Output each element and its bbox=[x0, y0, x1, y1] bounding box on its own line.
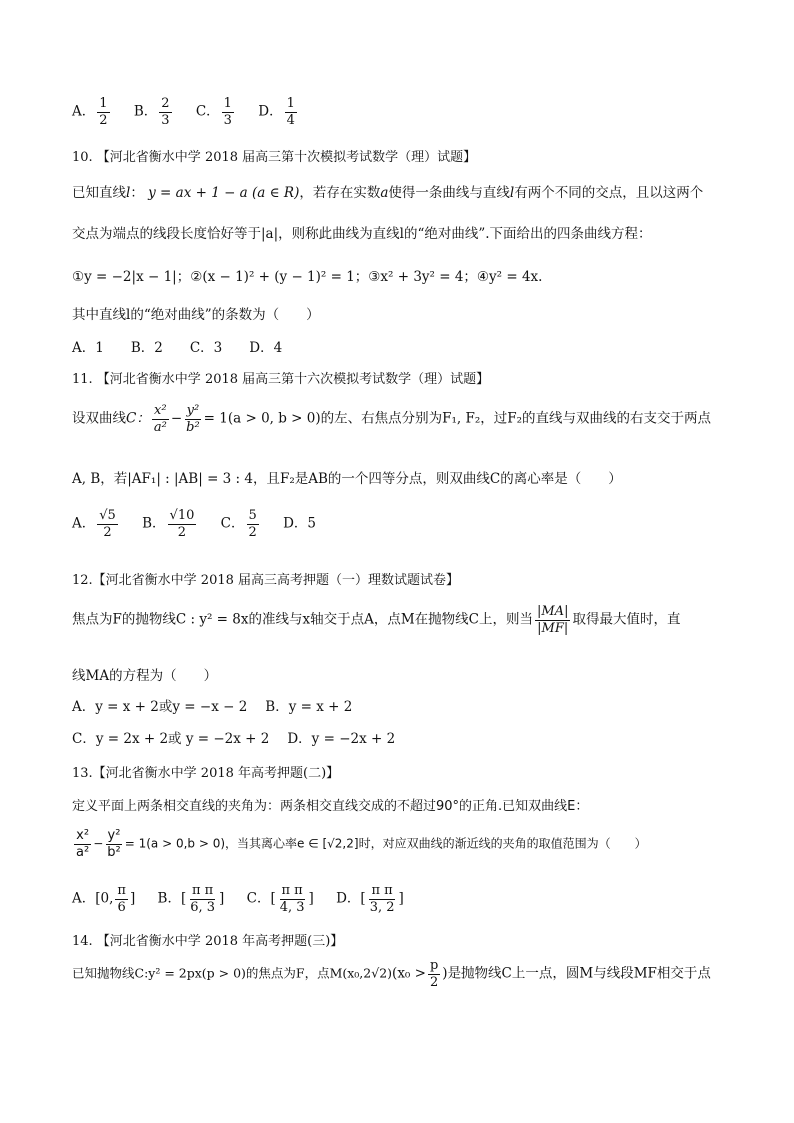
q13-header: 13.【河北省衡水中学 2018 年高考押题(二)】 bbox=[72, 766, 340, 781]
q9-option-a-fraction: $\frac{1}{2}$ bbox=[99, 96, 108, 128]
q10-line-3: ①y = −2|x − 1|；②(x − 1)² + (y − 1)² = 1；③x² + 3y² = 4；④y² = 4x. bbox=[72, 269, 543, 285]
q12-options-row-2: C．y = 2x + 2或 y = −2x + 2 D．y = −2x + 2 bbox=[72, 731, 396, 747]
q11-header: 11. 【河北省衡水中学 2018 届高三第十六次模拟考试数学（理）试题】 bbox=[72, 372, 490, 387]
q12-ratio-fraction: $\frac{|MA|}{|MF|}$ bbox=[536, 604, 569, 636]
q14-line-1: 已知抛物线C:y² = 2px(p > 0)的焦点为F，点M(x₀,2√2)(x₀ > $\frac{p}{2}$ )是抛物线C上一点，圆M与线段MF相交于点 bbox=[72, 958, 711, 990]
q12-options-row-1: A．y = x + 2或y = −x − 2 B．y = x + 2 bbox=[72, 699, 353, 715]
q14-header: 14. 【河北省衡水中学 2018 年高考押题(三)】 bbox=[72, 934, 344, 949]
q11-line-2: A, B，若|AF₁| : |AB| = 3 : 4，且F₂是AB的一个四等分点，则双曲线C的离心率是（ ） bbox=[72, 471, 622, 487]
q13-option-a-fraction: $\frac{\pi}{6}$ bbox=[117, 883, 126, 915]
q13-line-1: 定义平面上两条相交直线的夹角为：两条相交直线交成的不超过90°的正角.已知双曲线E： bbox=[72, 799, 589, 814]
q11-options: A． $\frac{√5}{2}$ B． $\frac{√10}{2}$ C． $\frac{5}{2}$ D．5 bbox=[72, 508, 316, 540]
q9-options: A． $\frac{1}{2}$ B． $\frac{2}{3}$ C． $\frac{1}{3}$ D． $\frac{1}{4}$ bbox=[72, 96, 295, 128]
q10-line-2: 交点为端点的线段长度恰好等于|a|，则称此曲线为直线l的“绝对曲线”.下面给出的四条曲线方程： bbox=[72, 226, 652, 242]
q10-line-1: 已知直线l： y = ax + 1 − a (a ∈ R)，若存在实数a使得一条曲线与直线l有两个不同的交点，且以这两个 bbox=[72, 185, 704, 201]
q11-line-1: 设双曲线C： $\frac{\text{x²}}{\text{a²}}$ − $\frac{\text{y²}}{\text{b²}}$ = 1(a > 0, b > 0)的左、右焦点分别为F₁, F₂，过F₂的直线与双曲线的右支交于两点 bbox=[72, 403, 712, 435]
q11-option-c-fraction: $\frac{5}{2}$ bbox=[248, 508, 257, 540]
q13-x-fraction: $\frac{\text{x²}}{\text{a²}}$ bbox=[76, 828, 90, 860]
q10-line-4: 其中直线l的“绝对曲线”的条数为（ ） bbox=[72, 307, 320, 323]
q13-line-2: $\frac{\text{x²}}{\text{a²}}$ − $\frac{\text{y²}}{\text{b²}}$ = 1(a > 0,b > 0)，当其离心率e ∈ [√2,2]时，对应双曲线的渐近线的夹角的取值范围为（ ） bbox=[76, 828, 647, 860]
q10-options: A．1 B．2 C．3 D．4 bbox=[72, 340, 283, 356]
q10-header: 10. 【河北省衡水中学 2018 届高三第十次模拟考试数学（理）试题】 bbox=[72, 150, 477, 165]
q12-line-2: 线MA的方程为（ ） bbox=[72, 668, 218, 684]
q14-p-over-2-fraction: $\frac{p}{2}$ bbox=[429, 958, 439, 990]
q11-option-b-fraction: $\frac{√10}{2}$ bbox=[169, 508, 195, 540]
q11-option-a-fraction: $\frac{√5}{2}$ bbox=[99, 508, 116, 540]
q9-option-b-fraction: $\frac{2}{3}$ bbox=[161, 96, 170, 128]
q13-y-fraction: $\frac{\text{y²}}{\text{b²}}$ bbox=[107, 828, 121, 860]
q13-option-c-fraction: $\frac{\text{π π}}{4, 3}$ bbox=[279, 883, 305, 915]
q9-option-c-fraction: $\frac{1}{3}$ bbox=[223, 96, 232, 128]
q13-option-d-fraction: $\frac{\text{π π}}{3, 2}$ bbox=[369, 883, 395, 915]
q11-x-fraction: $\frac{\text{x²}}{\text{a²}}$ bbox=[153, 403, 167, 435]
q9-option-d-fraction: $\frac{1}{4}$ bbox=[286, 96, 295, 128]
q13-option-b-fraction: $\frac{\text{π π}}{6, 3}$ bbox=[190, 883, 216, 915]
q13-options: A．[0, $\frac{\pi}{6}$ ] B．[ $\frac{\text{π π}}{6, 3}$ ] C．[ $\frac{\text{π π}}{4, 3}$ ] D．[ $\frac{\text{π π}}{3, 2}$ ] bbox=[72, 883, 404, 915]
q11-y-fraction: $\frac{\text{y²}}{\text{b²}}$ bbox=[186, 403, 200, 435]
q12-header: 12.【河北省衡水中学 2018 届高三高考押题（一）理数试题试卷】 bbox=[72, 573, 460, 588]
q12-line-1: 焦点为F的抛物线C : y² = 8x的准线与x轴交于点A，点M在抛物线C上，则当 $\frac{|MA|}{|MF|}$ 取得最大值时，直 bbox=[72, 604, 681, 636]
